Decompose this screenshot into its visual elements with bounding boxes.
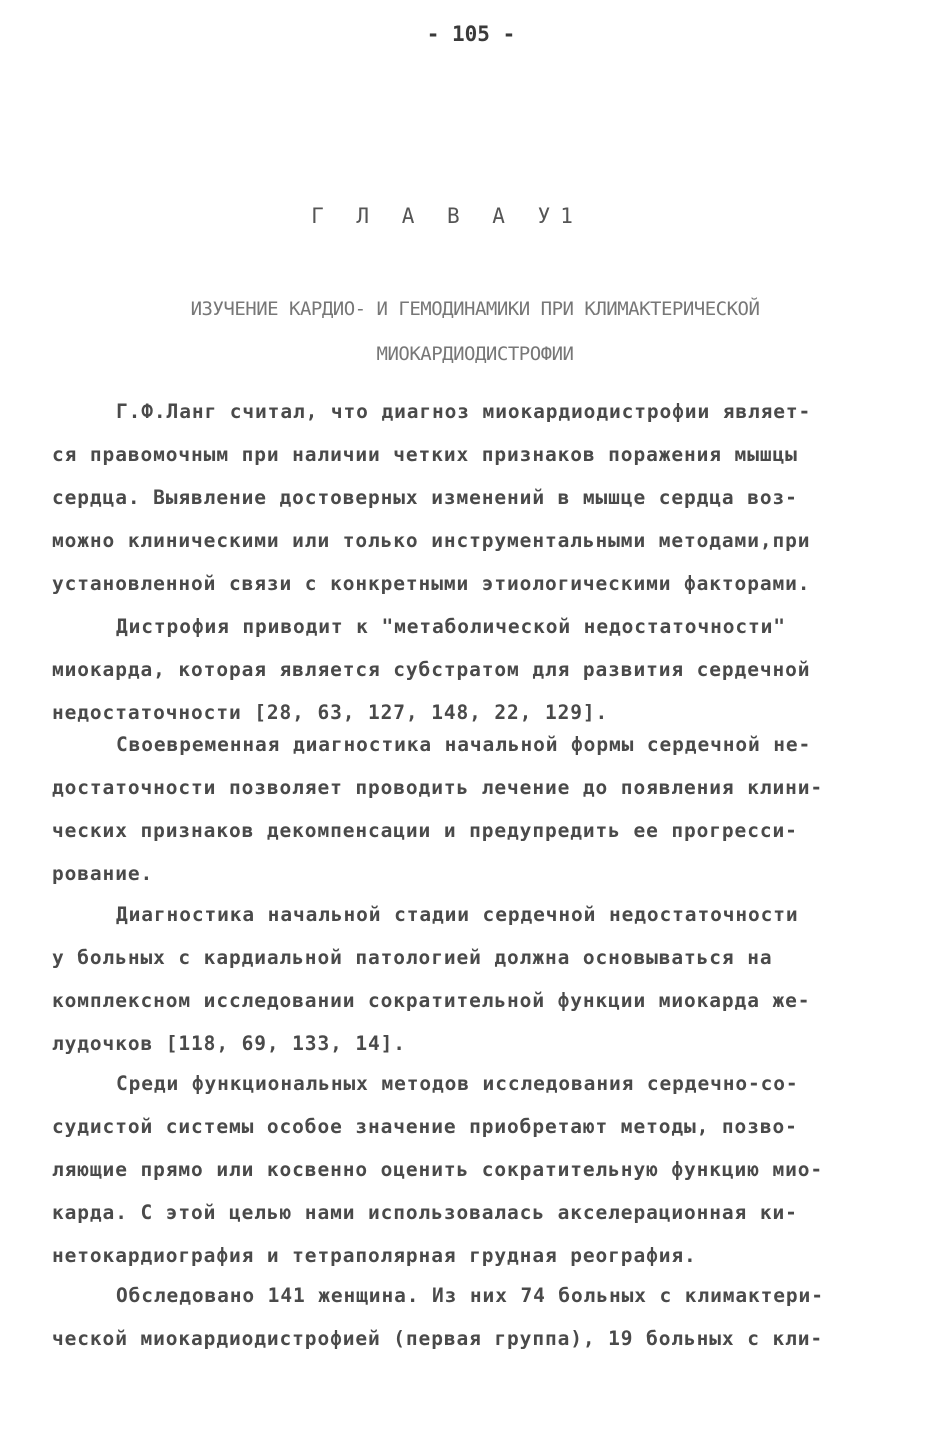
text-line: ся правомочным при наличии четких признаков поражения мышцы [52,443,798,466]
text-line: Среди функциональных методов исследования сердечно-со- [116,1072,799,1095]
chapter-heading: Г Л А В А У1 [311,204,583,228]
paragraph [52,1062,892,1277]
chapter-title-line: МИОКАРДИОДИСТРОФИИ [376,343,574,365]
text-line: можно клиническими или только инструментальными методами,при [52,529,811,552]
text-line: установленной связи с конкретными этиологическими факторами. [52,572,811,595]
paragraph [52,893,892,1065]
chapter-title [60,287,890,377]
page-number: - 105 - [426,22,516,46]
text-line: судистой системы особое значение приобретают методы, позво- [52,1115,798,1138]
chapter-title-line: ИЗУЧЕНИЕ КАРДИО- И ГЕМОДИНАМИКИ ПРИ КЛИМАКТЕРИЧЕСКОЙ [190,298,760,320]
text-line: достаточности позволяет проводить лечение до появления клини- [52,776,824,799]
text-line: лудочков [118, 69, 133, 14]. [52,1032,406,1055]
text-line: недостаточности [28, 63, 127, 148, 22, 129]. [52,701,609,724]
text-line: рование. [52,862,154,885]
text-line: ческих признаков декомпенсации и предупредить ее прогресси- [52,819,798,842]
text-line: карда. С этой целью нами использовалась акселерационная ки- [52,1201,798,1224]
text-line: Г.Ф.Ланг считал, что диагноз миокардиодистрофии являет- [116,400,812,423]
paragraph [52,605,892,734]
paragraph [52,723,892,895]
text-line: Дистрофия приводит к "метаболической недостаточности" [116,615,786,638]
text-line: Диагностика начальной стадии сердечной недостаточности [116,903,799,926]
text-line: ляющие прямо или косвенно оценить сократительную функцию мио- [52,1158,824,1181]
text-line: ческой миокардиодистрофией (первая группа), 19 больных с кли- [52,1327,824,1350]
text-line: Обследовано 141 женщина. Из них 74 больных с климактери- [116,1284,824,1307]
paragraph [52,390,892,605]
text-line: у больных с кардиальной патологией должна основываться на [52,946,773,969]
text-line: миокарда, которая является субстратом для развития сердечной [52,658,811,681]
text-line: сердца. Выявление достоверных изменений в мышце сердца воз- [52,486,798,509]
text-line: нетокардиография и тетраполярная грудная реография. [52,1244,697,1267]
paragraph [52,1274,892,1360]
text-line: Своевременная диагностика начальной формы сердечной не- [116,733,812,756]
text-line: комплексном исследовании сократительной функции миокарда же- [52,989,811,1012]
